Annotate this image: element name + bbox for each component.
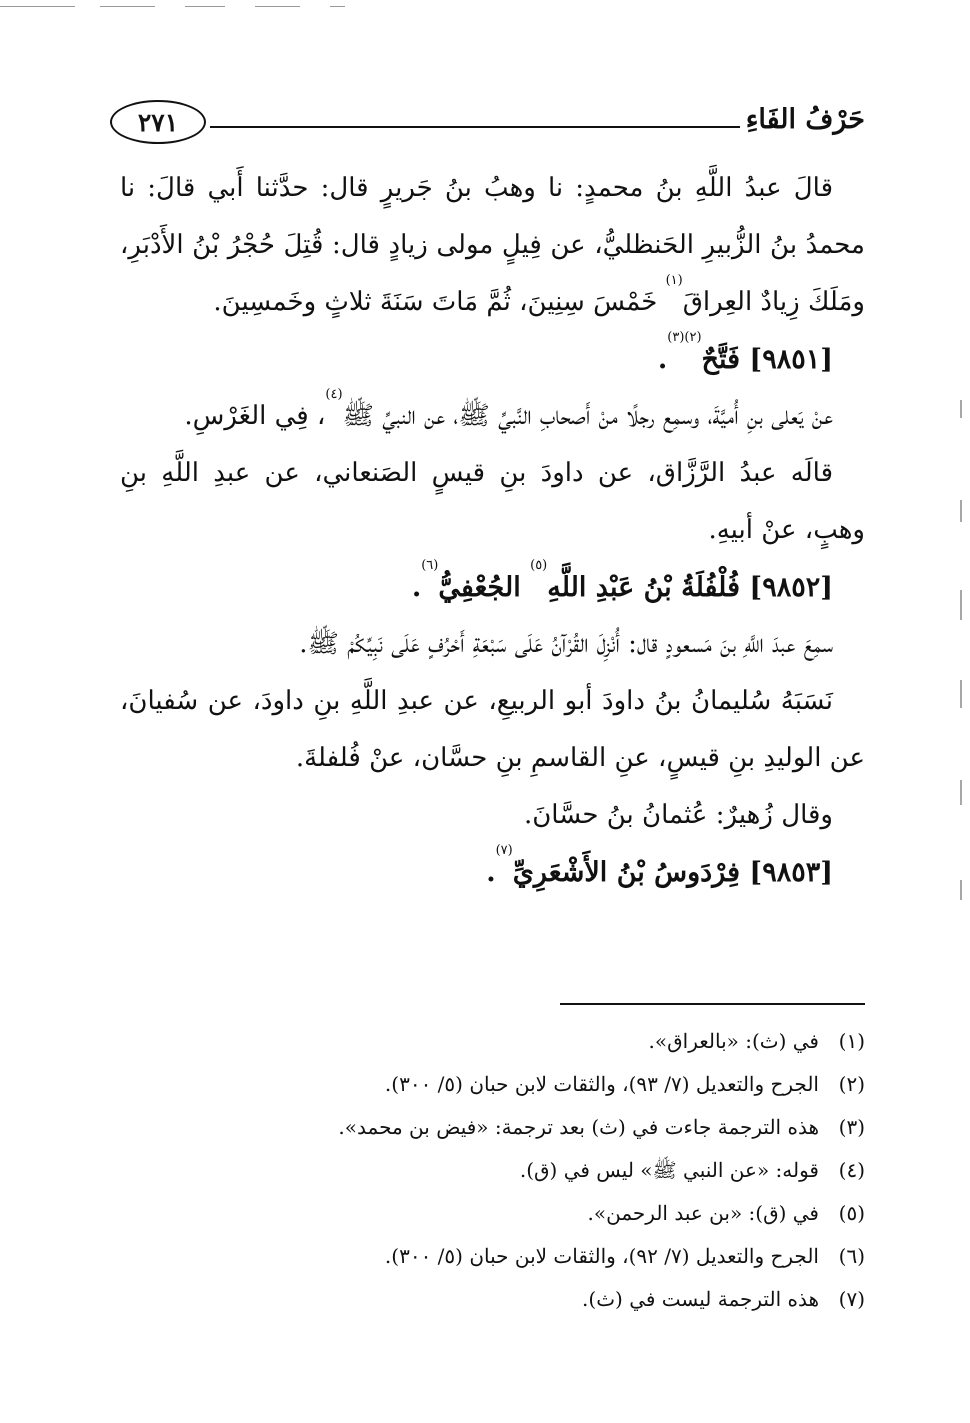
scan-margin-mark <box>960 780 962 805</box>
footnote-number: (٧) <box>838 1287 865 1311</box>
footnote-text: قوله: «عن النبي ﷺ» ليس في (ق). <box>519 1158 819 1182</box>
entry-number: [٩٨٥٢] <box>749 572 833 603</box>
footnote-text: هذه الترجمة جاءت في (ث) بعد ترجمة: «فيض بن محمد». <box>338 1115 819 1139</box>
page-number-badge <box>110 100 206 144</box>
footnote-number: (٦) <box>838 1244 865 1268</box>
paragraph: نَسَبَهُ سُليمانُ بنُ داودَ أبو الربيعِ، عن عبدِ اللَّهِ بنِ داودَ، عن سُفيانَ، عن الوليدِ بنِ قيسٍ، عنِ القاسمِ بنِ حسَّان، عنْ فُلفلةَ. <box>120 686 865 773</box>
running-header <box>110 100 865 152</box>
main-text <box>120 160 865 901</box>
footnote-number: (٥) <box>838 1201 865 1225</box>
entry-number: [٩٨٥٣] <box>749 857 833 888</box>
footnote-text: هذه الترجمة ليست في (ث). <box>582 1287 819 1311</box>
entry-name: فُلْفُلَةُ بْنُ عَبْدِ اللَّهِ <box>547 572 741 603</box>
footnote <box>105 1106 865 1149</box>
footnote-text: في (ث): «بالعراق». <box>648 1029 819 1053</box>
footnote <box>105 1278 865 1321</box>
paragraph: عنْ يَعلى بنِ أُميَّةَ، وسمِع رجلًا منْ أَصحابِ النَّبيِّ ﷺ، عن النبيِّ ﷺ$^{(٤)}$، فِي الغَرْسِ. <box>184 387 833 431</box>
footnote-text: الجرح والتعديل (٧/ ٩٣)، والثقات لابن حبان (٥/ ٣٠٠). <box>384 1072 819 1096</box>
chapter-title: حَرْفُ الفَاءِ <box>745 104 865 135</box>
biography-entry: [٩٨٥١] فَتَّحٌ$^{(٢)(٣)}$. <box>657 330 833 375</box>
biography-entry: [٩٨٥٣] فِرْدَوسُ بْنُ الأَشْعَرِيِّ$^{(٧)}$. <box>486 843 833 888</box>
paragraph: قالَ عبدُ اللَّهِ بنُ محمدٍ: نا وهبُ بنُ جَريرٍ قال: حدَّثنا أَبي قالَ: نا محمدُ بنُ الزُّبيرِ الحَنظليُّ، عن فِيلٍ مولى زيادٍ قال: قُتِلَ حُجْرُ بْنُ الأَدْبَرِ، ومَلَكَ زِيادٌ العِراقَ$^{(١)}$ خَمْسَ سِنِينَ، ثُمَّ مَاتَ سَنَةَ ثلاثٍ وخَمسِينَ. <box>120 173 865 317</box>
footnote-number: (٤) <box>838 1158 865 1182</box>
paragraph: وقال زُهيرٌ: عُثمانُ بنُ حسَّانَ. <box>523 800 833 830</box>
footnote <box>105 1020 865 1063</box>
footnote-text: الجرح والتعديل (٧/ ٩٢)، والثقات لابن حبان (٥/ ٣٠٠). <box>384 1244 819 1268</box>
footnotes <box>105 1020 865 1321</box>
paragraph: قالَه عبدُ الرَّزَّاق، عن داودَ بنِ قيسٍ الصَنعاني، عن عبدِ اللَّهِ بنِ وهبٍ، عنْ أبيهِ. <box>120 458 865 545</box>
header-rule <box>210 126 740 128</box>
scan-margin-mark <box>960 590 962 620</box>
footnote <box>105 1063 865 1106</box>
scan-margin-mark <box>960 880 962 900</box>
footnote-text: في (ق): «بن عبد الرحمن». <box>587 1201 819 1225</box>
scan-top-edge <box>0 6 970 16</box>
paragraph: سمِعَ عبدَ اللَّهِ بنَ مَسعودٍ قال: أُنْزِلَ القُرْآنُ عَلَى سَبْعَةِ أَحْرُفٍ عَلَى نَبِيِّكُمْ ﷺ. <box>299 629 833 659</box>
footnote-number: (٣) <box>838 1115 865 1139</box>
footnote-separator <box>560 1003 865 1005</box>
biography-entry: [٩٨٥٢] فُلْفُلَةُ بْنُ عَبْدِ اللَّهِ$^{(٥)}$ الجُعْفِيُّ$^{(٦)}$. <box>411 558 833 603</box>
footnote-number: (١) <box>838 1029 865 1053</box>
entry-number: [٩٨٥١] <box>749 344 833 375</box>
footnote <box>105 1192 865 1235</box>
page-number: ٢٧١ <box>137 107 179 137</box>
footnote <box>105 1235 865 1278</box>
scan-margin-mark <box>960 500 962 522</box>
scan-margin-mark <box>960 400 962 418</box>
footnote-number: (٢) <box>838 1072 865 1096</box>
entry-name: فَتَّحٌ <box>701 344 741 375</box>
footnote <box>105 1149 865 1192</box>
scan-margin-mark <box>960 680 962 708</box>
entry-name: فِرْدَوسُ بْنُ الأَشْعَرِيِّ <box>512 857 741 888</box>
